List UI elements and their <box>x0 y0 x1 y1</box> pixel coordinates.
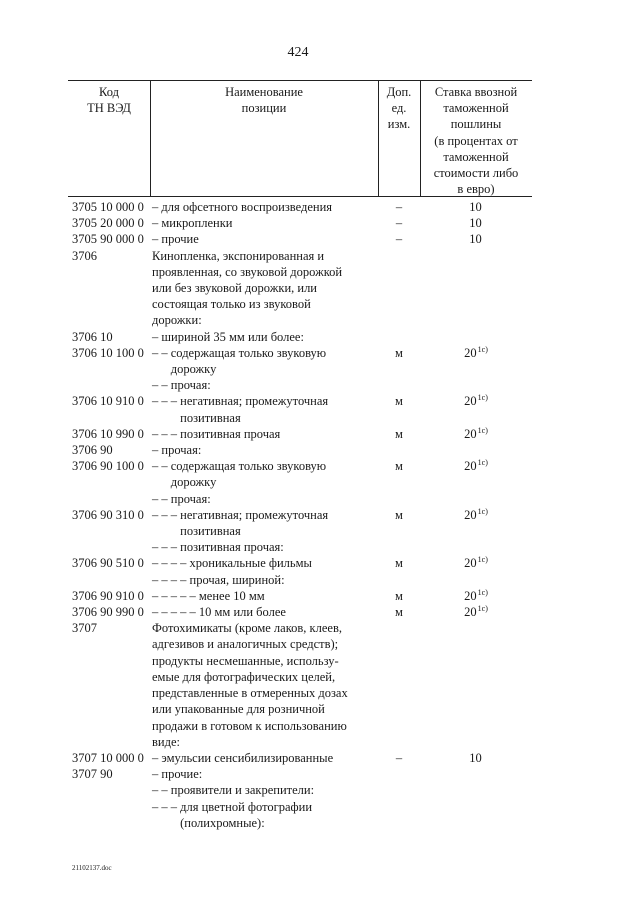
header-rate <box>420 84 532 197</box>
tnved-code: 3706 90 990 0 <box>72 605 144 620</box>
position-name-line: – для офсетного воспроизведения <box>152 200 333 214</box>
table-row <box>72 507 532 539</box>
position-name <box>152 491 378 507</box>
position-name <box>152 507 378 539</box>
tnved-code: 3705 10 000 0 <box>72 200 144 214</box>
tnved-code: 3706 90 910 0 <box>72 588 144 603</box>
duty-rate <box>420 588 532 604</box>
duty-rate-note: 1с) <box>477 506 488 516</box>
duty-rate <box>420 555 532 571</box>
duty-rate <box>420 231 532 247</box>
duty-rate-value: 20 <box>464 588 477 603</box>
header-unit-line: изм. <box>387 117 411 132</box>
duty-rate-value: 20 <box>464 507 477 522</box>
table-row <box>72 620 532 750</box>
position-name-line: емые для фотографических целей, <box>152 669 336 684</box>
position-name-line: дорожку <box>170 362 217 377</box>
unit: – <box>395 232 403 247</box>
position-name <box>152 799 378 831</box>
footer-filename: 21102137.doc <box>72 864 112 872</box>
position-name-line: виде: <box>152 734 180 749</box>
position-name <box>152 588 378 604</box>
duty-rate <box>420 377 532 393</box>
tnved-code: 3706 90 310 0 <box>72 507 144 522</box>
position-name-line: состоящая только из звуковой <box>152 297 311 312</box>
unit: – <box>395 750 403 765</box>
position-name <box>152 750 378 766</box>
position-name-line: Фотохимикаты (кроме лаков, клеев, <box>152 621 342 636</box>
position-name-line: – – – негативная; промежуточная <box>152 507 329 522</box>
position-name <box>152 426 378 442</box>
position-name <box>152 199 378 215</box>
table-row <box>72 442 532 458</box>
unit: м <box>395 426 403 441</box>
duty-rate-value: 20 <box>464 426 477 441</box>
tnved-code: 3707 <box>72 621 97 636</box>
header-rate-line: Ставка ввозной <box>434 85 518 99</box>
duty-rate-value: 10 <box>469 750 482 765</box>
table-row <box>72 539 532 555</box>
header-rate-line: таможенной <box>443 149 509 164</box>
table-row <box>72 393 532 425</box>
position-name-line: – – – негативная; промежуточная <box>152 394 329 409</box>
table-row <box>72 329 532 345</box>
duty-rate <box>420 329 532 345</box>
tnved-code: 3705 20 000 0 <box>72 216 144 231</box>
table-body <box>72 199 532 831</box>
position-name-line: проявленная, со звуковой дорожкой <box>152 264 343 279</box>
duty-rate <box>420 782 532 798</box>
table-row <box>72 458 532 490</box>
position-name-line: – – – – прочая, шириной: <box>152 572 285 587</box>
position-name-line: – прочая: <box>152 443 202 458</box>
table-row <box>72 248 532 329</box>
position-name-line: Кинопленка, экспонированная и <box>152 248 325 263</box>
duty-rate-value: 20 <box>464 605 477 620</box>
table-row <box>72 782 532 798</box>
position-name-line: – – – – хроникальные фильмы <box>152 556 312 571</box>
duty-rate <box>420 393 532 409</box>
table-row <box>72 750 532 766</box>
duty-rate <box>420 620 532 636</box>
duty-rate <box>420 426 532 442</box>
position-name-line: – – содержащая только звуковую <box>152 459 327 474</box>
tnved-code: 3706 10 910 0 <box>72 394 144 409</box>
duty-rate <box>420 248 532 264</box>
position-name <box>152 555 378 571</box>
duty-rate-note: 1с) <box>477 587 488 597</box>
header-code-line: Код <box>99 85 119 99</box>
duty-rate <box>420 539 532 555</box>
tnved-code: 3706 <box>72 248 97 263</box>
position-name-line: – – – – – менее 10 мм <box>152 588 265 603</box>
header-rate-line: (в процентах от <box>434 133 518 148</box>
position-name-line: позитивная <box>180 524 241 539</box>
position-name-line: – – – – – 10 мм или более <box>152 605 286 620</box>
table-row <box>72 345 532 377</box>
duty-rate-value: 20 <box>464 345 477 360</box>
header-rate-line: пошлины <box>450 117 502 132</box>
position-name-line: – – – позитивная прочая: <box>152 540 284 555</box>
position-name-line: – шириной 35 мм или более: <box>152 329 304 344</box>
position-name <box>152 620 378 750</box>
unit: м <box>395 556 403 571</box>
header-top-rule <box>68 80 532 81</box>
header-code <box>68 84 150 116</box>
table-row <box>72 588 532 604</box>
position-name-line: – – прочая: <box>152 491 211 506</box>
duty-rate-note: 1с) <box>477 425 488 435</box>
position-name-line: дорожку <box>170 475 217 490</box>
tnved-code: 3707 90 <box>72 767 113 782</box>
header-rate-line: стоимости либо <box>433 166 519 181</box>
position-name-line: – прочие: <box>152 767 203 782</box>
duty-rate-value: 10 <box>469 232 482 247</box>
table-row <box>72 572 532 588</box>
position-name-line: или упакованные для розничной <box>152 702 325 717</box>
position-name <box>152 215 378 231</box>
header-name <box>150 84 378 116</box>
header-rate-line: в евро) <box>457 182 495 197</box>
tnved-code: 3706 10 990 0 <box>72 426 144 441</box>
duty-rate-note: 1с) <box>477 555 488 565</box>
header-code-line: ТН ВЭД <box>87 101 131 116</box>
table-row <box>72 766 532 782</box>
position-name-line: продажи в готовом к использованию <box>152 718 347 733</box>
position-name <box>152 248 378 329</box>
duty-rate <box>420 604 532 620</box>
header-unit-line: Доп. <box>386 85 412 99</box>
position-name-line: – – прочая: <box>152 378 211 393</box>
duty-rate <box>420 345 532 361</box>
duty-rate <box>420 507 532 523</box>
position-name-line: – микропленки <box>152 216 233 231</box>
table-row <box>72 799 532 831</box>
position-name-line: – прочие <box>152 232 199 247</box>
page-number: 424 <box>287 45 309 60</box>
position-name <box>152 442 378 458</box>
tnved-code: 3706 90 510 0 <box>72 556 144 571</box>
position-name <box>152 604 378 620</box>
duty-rate-value: 10 <box>469 216 482 231</box>
tnved-code: 3706 90 <box>72 443 113 458</box>
unit: м <box>395 605 403 620</box>
position-name <box>152 572 378 588</box>
duty-rate-note: 1с) <box>477 344 488 354</box>
position-name-line: адгезивов и аналогичных средств); <box>152 637 339 652</box>
position-name <box>152 231 378 247</box>
position-name-line: позитивная <box>180 410 241 425</box>
duty-rate-value: 20 <box>464 394 477 409</box>
tnved-code: 3706 10 <box>72 329 113 344</box>
table-row <box>72 555 532 571</box>
position-name <box>152 393 378 425</box>
unit: м <box>395 394 403 409</box>
duty-rate <box>420 458 532 474</box>
unit: м <box>395 507 403 522</box>
duty-rate-note: 1с) <box>477 458 488 468</box>
unit: м <box>395 588 403 603</box>
unit: м <box>395 345 403 360</box>
position-name-line: – эмульсии сенсибилизированные <box>152 750 334 765</box>
header-unit-line: ед. <box>391 101 407 116</box>
unit: – <box>395 216 403 231</box>
duty-rate <box>420 491 532 507</box>
position-name <box>152 377 378 393</box>
tnved-code: 3705 90 000 0 <box>72 232 144 247</box>
table-row <box>72 491 532 507</box>
duty-rate-note: 1с) <box>477 393 488 403</box>
position-name-line: дорожки: <box>152 313 202 328</box>
position-name <box>152 539 378 555</box>
duty-rate <box>420 572 532 588</box>
duty-rate-note: 1с) <box>477 604 488 614</box>
duty-rate-value: 20 <box>464 459 477 474</box>
unit: м <box>395 459 403 474</box>
table-row <box>72 231 532 247</box>
unit: – <box>395 200 403 214</box>
tnved-code: 3707 10 000 0 <box>72 750 144 765</box>
duty-rate <box>420 442 532 458</box>
position-name-line: – – проявители и закрепители: <box>152 783 315 798</box>
table-row <box>72 199 532 215</box>
duty-rate <box>420 215 532 231</box>
duty-rate <box>420 199 532 215</box>
header-unit <box>378 84 420 133</box>
tnved-code: 3706 90 100 0 <box>72 459 144 474</box>
position-name-line: – – – позитивная прочая <box>152 426 281 441</box>
header-rate-line: таможенной <box>443 101 509 116</box>
header-name-line: Наименование <box>225 85 303 99</box>
position-name <box>152 329 378 345</box>
tnved-code: 3706 10 100 0 <box>72 345 144 360</box>
duty-rate-value: 10 <box>469 200 482 214</box>
duty-rate <box>420 750 532 766</box>
position-name-line: – – содержащая только звуковую <box>152 345 327 360</box>
position-name-line: или без звуковой дорожки, или <box>152 281 317 296</box>
table-row <box>72 215 532 231</box>
duty-rate-value: 20 <box>464 556 477 571</box>
table-row <box>72 426 532 442</box>
position-name <box>152 458 378 490</box>
position-name-line: (полихромные): <box>180 815 265 830</box>
header-name-line: позиции <box>241 101 287 116</box>
table-row <box>72 604 532 620</box>
position-name <box>152 766 378 782</box>
duty-rate <box>420 766 532 782</box>
position-name <box>152 782 378 798</box>
position-name-line: продукты несмешанные, использу- <box>152 653 339 668</box>
table-row <box>72 377 532 393</box>
position-name-line: – – – для цветной фотографии <box>152 799 313 814</box>
position-name <box>152 345 378 377</box>
position-name-line: представленные в отмеренных дозах <box>152 686 348 701</box>
duty-rate <box>420 799 532 815</box>
